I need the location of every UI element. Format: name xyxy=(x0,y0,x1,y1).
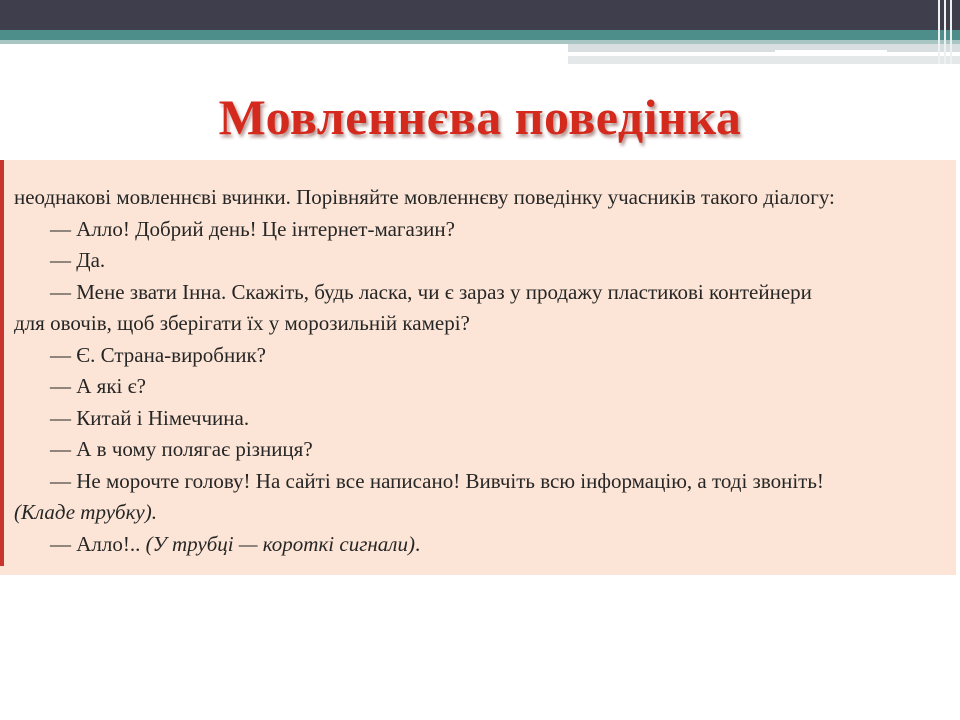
header-grey-bar-1 xyxy=(568,44,960,52)
header-dark-bar xyxy=(0,0,960,30)
text-line: — Є. Страна-виробник? xyxy=(50,342,266,367)
line-tail: . xyxy=(414,531,421,556)
text-line: — Алло! Добрий день! Це інтернет-магазин? xyxy=(50,216,455,241)
header-teal-bar xyxy=(0,30,960,40)
header-grey-bar-2 xyxy=(568,56,960,64)
text-line: — А які є? xyxy=(50,374,146,398)
text-line: — А в чому полягає різниця? xyxy=(50,437,313,461)
text-line: неоднакові мовленнєві вчинки. Порівняйте мовленнєву поведінку учасників такого діалогу: xyxy=(14,185,835,209)
text-line-stage-direction: (Кладе трубку). xyxy=(14,500,157,524)
slide-title: Мовленнєва поведінка xyxy=(218,89,742,145)
text-line: — Китай і Німеччина. xyxy=(50,405,250,430)
dialogue-text xyxy=(14,182,949,560)
text-line: — Да. xyxy=(50,248,106,272)
line-lead: — Алло!.. xyxy=(50,531,146,556)
text-line: — Не морочте голову! На сайті все написано! Вивчіть всю інформацію, а тоді звоніть! xyxy=(50,468,824,493)
header-vertical-lines xyxy=(936,0,956,64)
text-line: для овочів, щоб зберігати їх у морозильній камері? xyxy=(14,311,470,335)
text-line: — Мене звати Інна. Скажіть, будь ласка, чи є зараз у продажу пластикові контейнери xyxy=(50,279,812,304)
text-line-last xyxy=(14,529,949,561)
panel-bottom-edge xyxy=(0,566,956,575)
header-white-gap xyxy=(775,50,887,53)
line-stage-direction: (У трубці — короткі сигнали) xyxy=(145,531,415,556)
